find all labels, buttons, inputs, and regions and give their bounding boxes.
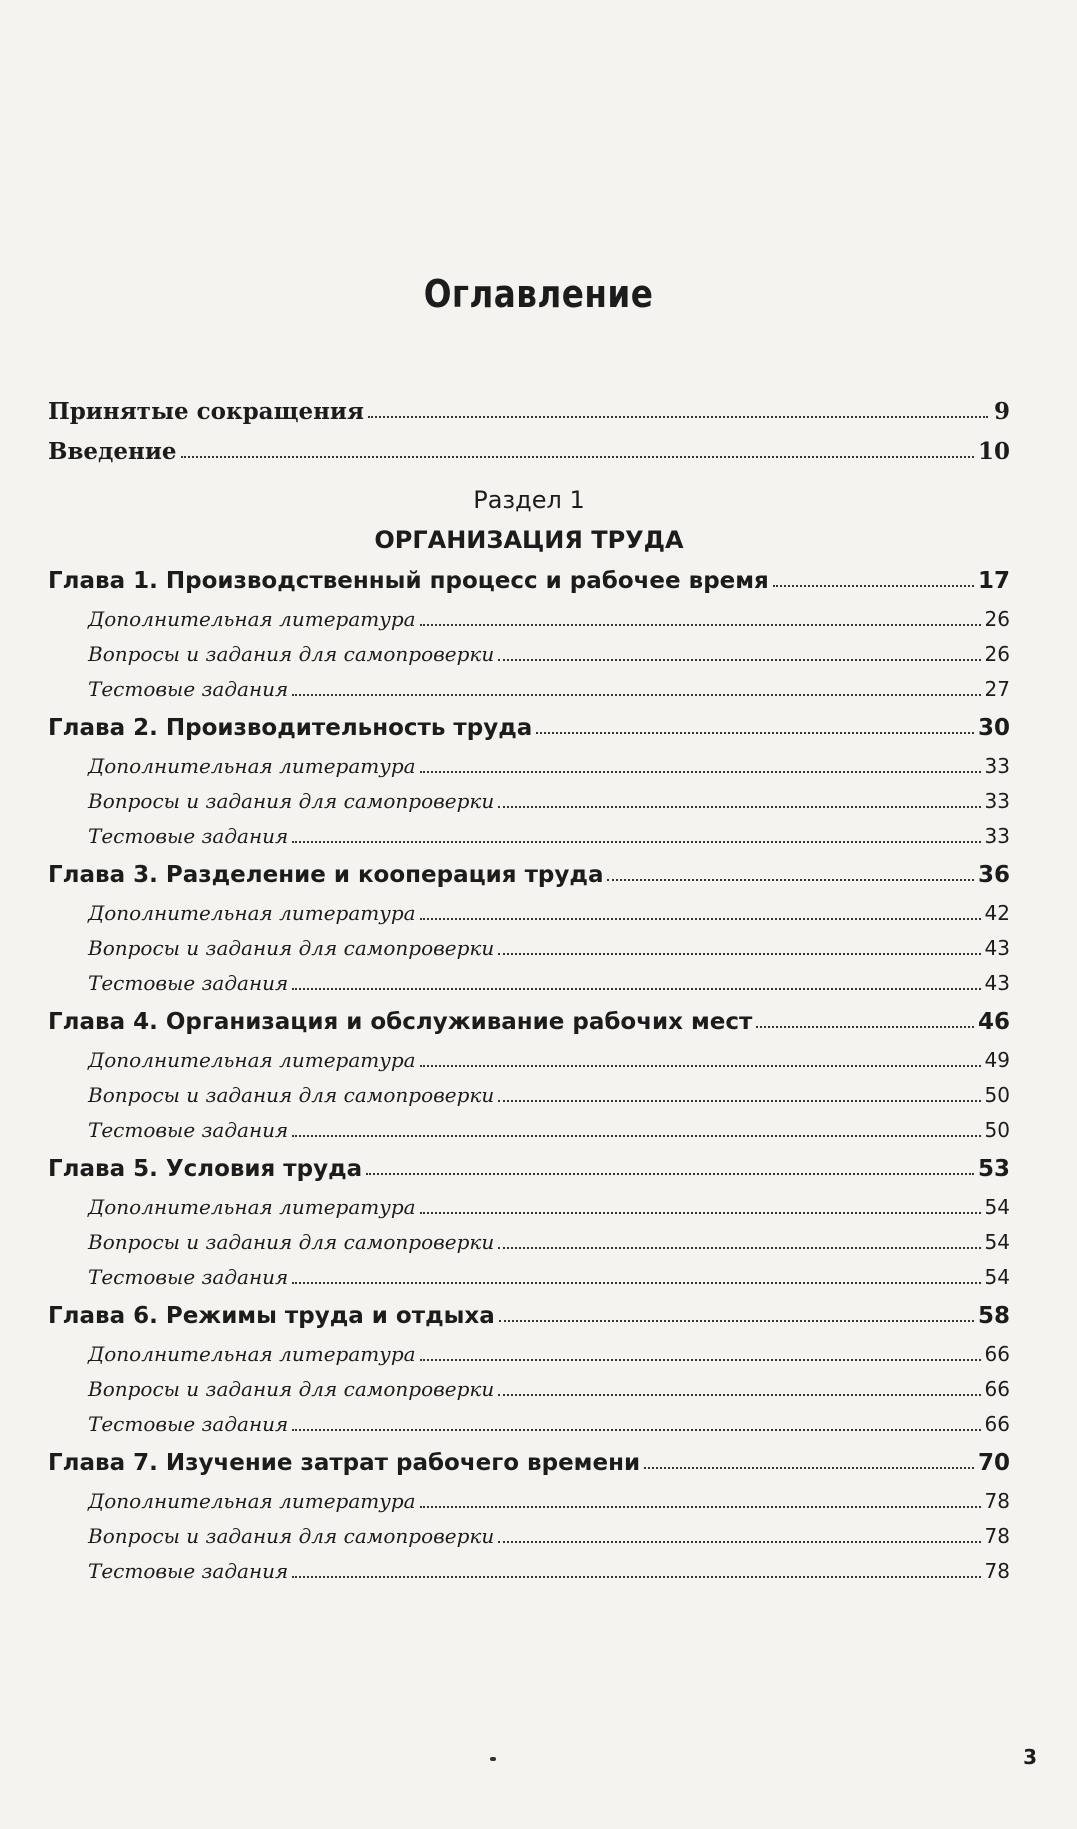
dot-leader [536, 732, 974, 734]
toc-sub-tests[interactable] [48, 1554, 1010, 1589]
sub-entry-page: 49 [984, 1048, 1010, 1072]
toc-sub-questions[interactable] [48, 1078, 1010, 1113]
sub-entry-page: 26 [984, 607, 1010, 631]
sub-entry-page: 50 [984, 1083, 1010, 1107]
toc-sub-literature[interactable] [48, 1043, 1010, 1078]
dot-leader [498, 659, 980, 661]
sub-entry-label: Дополнительная литература [88, 1489, 416, 1513]
toc-entry-abbreviations[interactable] [48, 392, 1010, 432]
toc-entry-page: 9 [993, 398, 1010, 425]
dot-leader [292, 1429, 980, 1431]
dot-leader [292, 1135, 980, 1137]
dot-leader [498, 1100, 980, 1102]
dot-leader [366, 1173, 974, 1175]
toc-sub-questions[interactable] [48, 1225, 1010, 1260]
sub-entry-page: 66 [984, 1412, 1010, 1436]
dot-leader [644, 1467, 974, 1469]
sub-entry-label: Тестовые задания [88, 677, 289, 701]
table-of-contents [48, 392, 1010, 1589]
chapter-page: 58 [977, 1303, 1010, 1329]
chapter-title: Глава 2. Производительность труда [48, 715, 533, 741]
sub-entry-page: 33 [984, 824, 1010, 848]
sub-entry-label: Дополнительная литература [88, 1342, 416, 1366]
sub-entry-label: Тестовые задания [88, 971, 289, 995]
sub-entry-page: 66 [984, 1342, 1010, 1366]
page-title: Оглавление [423, 272, 654, 316]
chapter-page: 30 [977, 715, 1010, 741]
sub-entry-page: 66 [984, 1377, 1010, 1401]
sub-entry-label: Вопросы и задания для самопроверки [88, 642, 495, 666]
chapter-title: Глава 1. Производственный процесс и рабочее время [48, 568, 769, 594]
toc-sub-literature[interactable] [48, 1190, 1010, 1225]
chapter-block [48, 1148, 1010, 1295]
section-name: ОРГАНИЗАЦИЯ ТРУДА [374, 526, 684, 554]
sub-entry-label: Тестовые задания [88, 1118, 289, 1142]
dot-leader [181, 456, 974, 458]
sub-entry-label: Тестовые задания [88, 1412, 289, 1436]
sub-entry-page: 43 [984, 936, 1010, 960]
dot-leader [498, 1541, 980, 1543]
toc-sub-questions[interactable] [48, 784, 1010, 819]
sub-entry-page: 43 [984, 971, 1010, 995]
chapter-page: 46 [977, 1009, 1010, 1035]
toc-sub-tests[interactable] [48, 1407, 1010, 1442]
toc-sub-questions[interactable] [48, 1372, 1010, 1407]
toc-sub-tests[interactable] [48, 1260, 1010, 1295]
dot-leader [292, 1576, 980, 1578]
chapter-block [48, 707, 1010, 854]
dot-leader [499, 1320, 974, 1322]
sub-entry-label: Вопросы и задания для самопроверки [88, 1524, 495, 1548]
dot-leader [420, 1359, 981, 1361]
chapter-block [48, 1295, 1010, 1442]
dot-leader [368, 416, 988, 418]
dot-leader [420, 1212, 981, 1214]
toc-sub-questions[interactable] [48, 931, 1010, 966]
sub-entry-page: 27 [984, 677, 1010, 701]
section-number: Раздел 1 [473, 486, 585, 514]
toc-sub-literature[interactable] [48, 896, 1010, 931]
sub-entry-page: 78 [984, 1559, 1010, 1583]
dot-leader [420, 918, 981, 920]
chapter-title: Глава 4. Организация и обслуживание рабочих мест [48, 1009, 753, 1035]
print-mark [490, 1757, 496, 1761]
sub-entry-label: Вопросы и задания для самопроверки [88, 1230, 495, 1254]
sub-entry-page: 54 [984, 1265, 1010, 1289]
toc-chapter-entry[interactable] [48, 560, 1010, 602]
dot-leader [498, 1394, 980, 1396]
sub-entry-page: 78 [984, 1524, 1010, 1548]
chapter-page: 53 [977, 1156, 1010, 1182]
toc-chapter-entry[interactable] [48, 1295, 1010, 1337]
dot-leader [498, 806, 980, 808]
sub-entry-page: 42 [984, 901, 1010, 925]
dot-leader [773, 585, 974, 587]
sub-entry-label: Дополнительная литература [88, 754, 416, 778]
sub-entry-label: Дополнительная литература [88, 1195, 416, 1219]
sub-entry-label: Вопросы и задания для самопроверки [88, 1083, 495, 1107]
chapter-page: 17 [977, 568, 1010, 594]
toc-entry-label: Принятые сокращения [48, 398, 364, 425]
sub-entry-page: 50 [984, 1118, 1010, 1142]
dot-leader [420, 1065, 981, 1067]
chapter-page: 70 [977, 1450, 1010, 1476]
toc-sub-literature[interactable] [48, 1337, 1010, 1372]
toc-sub-literature[interactable] [48, 1484, 1010, 1519]
toc-chapter-entry[interactable] [48, 854, 1010, 896]
dot-leader [498, 953, 980, 955]
sub-entry-label: Дополнительная литература [88, 901, 416, 925]
toc-sub-literature[interactable] [48, 602, 1010, 637]
sub-entry-page: 33 [984, 754, 1010, 778]
dot-leader [420, 771, 981, 773]
dot-leader [498, 1247, 980, 1249]
dot-leader [420, 624, 981, 626]
sub-entry-label: Дополнительная литература [88, 1048, 416, 1072]
dot-leader [420, 1506, 981, 1508]
chapter-list [48, 560, 1010, 1589]
dot-leader [292, 694, 980, 696]
toc-sub-questions[interactable] [48, 637, 1010, 672]
sub-entry-label: Дополнительная литература [88, 607, 416, 631]
toc-sub-tests[interactable] [48, 819, 1010, 854]
chapter-title: Глава 3. Разделение и кооперация труда [48, 862, 604, 888]
sub-entry-label: Тестовые задания [88, 1265, 289, 1289]
toc-entry-page: 10 [977, 438, 1010, 465]
sub-entry-label: Тестовые задания [88, 824, 289, 848]
section-heading [48, 480, 1010, 560]
sub-entry-page: 54 [984, 1195, 1010, 1219]
dot-leader [756, 1026, 974, 1028]
toc-sub-tests[interactable] [48, 672, 1010, 707]
sub-entry-label: Вопросы и задания для самопроверки [88, 936, 495, 960]
chapter-block [48, 1442, 1010, 1589]
chapter-title: Глава 6. Режимы труда и отдыха [48, 1303, 495, 1329]
sub-entry-label: Тестовые задания [88, 1559, 289, 1583]
dot-leader [607, 879, 974, 881]
dot-leader [292, 988, 980, 990]
toc-sub-literature[interactable] [48, 749, 1010, 784]
chapter-title: Глава 7. Изучение затрат рабочего времени [48, 1450, 641, 1476]
toc-sub-questions[interactable] [48, 1519, 1010, 1554]
toc-entry-label: Введение [48, 438, 177, 465]
toc-chapter-entry[interactable] [48, 1442, 1010, 1484]
sub-entry-page: 26 [984, 642, 1010, 666]
toc-entry-introduction[interactable] [48, 432, 1010, 472]
chapter-title: Глава 5. Условия труда [48, 1156, 363, 1182]
dot-leader [292, 1282, 980, 1284]
chapter-block [48, 560, 1010, 707]
sub-entry-page: 78 [984, 1489, 1010, 1513]
sub-entry-page: 54 [984, 1230, 1010, 1254]
sub-entry-page: 33 [984, 789, 1010, 813]
sub-entry-label: Вопросы и задания для самопроверки [88, 1377, 495, 1401]
toc-chapter-entry[interactable] [48, 1148, 1010, 1190]
sub-entry-label: Вопросы и задания для самопроверки [88, 789, 495, 813]
page-number: 3 [1023, 1745, 1037, 1769]
chapter-block [48, 1001, 1010, 1148]
toc-sub-tests[interactable] [48, 1113, 1010, 1148]
toc-chapter-entry[interactable] [48, 707, 1010, 749]
dot-leader [292, 841, 980, 843]
toc-sub-tests[interactable] [48, 966, 1010, 1001]
chapter-block [48, 854, 1010, 1001]
toc-chapter-entry[interactable] [48, 1001, 1010, 1043]
chapter-page: 36 [977, 862, 1010, 888]
